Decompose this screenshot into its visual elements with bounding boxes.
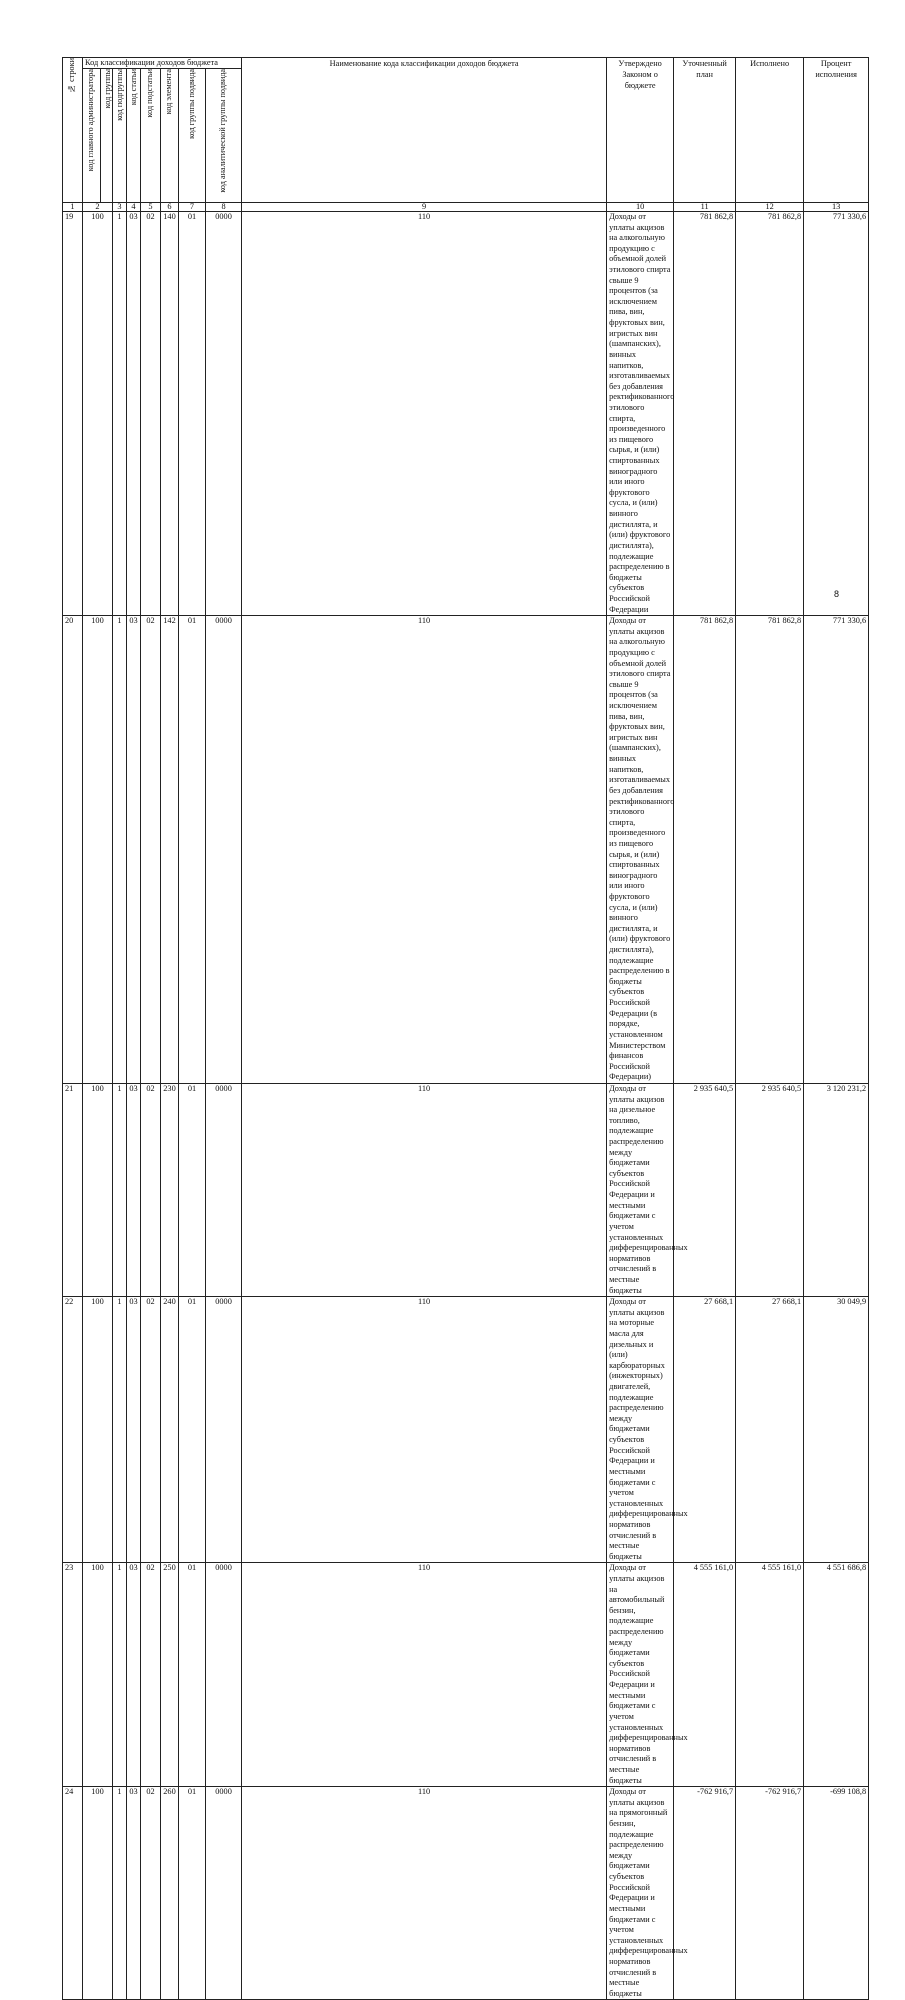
header-subtype-group-code: код группы подвида [179,69,206,203]
approved-value: 2 935 640,5 [674,1083,736,1296]
analytic-code: 110 [242,1297,607,1563]
subgroup-code: 03 [127,1083,141,1296]
analytic-code: 110 [242,1563,607,1787]
element-code: 01 [179,1083,206,1296]
header-executed: Исполнено [736,58,804,203]
table-row [63,212,869,616]
revenue-name: Доходы от уплаты акцизов на алкогольную продукцию с объемной долей этилового спирта свыше 9 процентов (за исключением пива, вин, фруктовых вин, игристых вин (шампанских), винных напитков, изготавливаемых без добавления ректификованного этилового спирта, произведенного из пищевого сырья, и (или) спиртованных виноградного или иного фруктового сусла, и (или) винного дистиллята, и (или) фруктового дистиллята), подлежащие распределению в бюджеты субъектов Российской Федерации (в порядке, установленном Министерством финансов Российской Федерации) [607,616,674,1084]
group-code: 1 [113,1297,127,1563]
table-row [63,616,869,1084]
article-code: 02 [141,616,161,1084]
table-row [63,1563,869,1787]
substat-code: 140 [161,212,179,616]
header-admin-code: код главного администратора [83,69,101,203]
executed-value: 771 330,6 [804,212,869,616]
element-code: 01 [179,616,206,1084]
admin-code: 100 [83,616,113,1084]
header-article-code: код статьи [127,69,141,203]
subtype-code: 0000 [206,1787,242,2000]
approved-value: 781 862,8 [674,616,736,1084]
header-subgroup-code: код подгруппы [113,69,127,203]
column-number: 10 [607,203,674,212]
column-numbers-row [63,203,869,212]
group-code: 1 [113,1563,127,1787]
row-number: 20 [63,616,83,1084]
column-number: 2 [83,203,113,212]
substat-code: 240 [161,1297,179,1563]
approved-value: 781 862,8 [674,212,736,616]
refined-value: 27 668,1 [736,1297,804,1563]
budget-revenue-table [62,57,869,2000]
approved-value: 27 668,1 [674,1297,736,1563]
revenue-name: Доходы от уплаты акцизов на автомобильный бензин, подлежащие распределению между бюджетами субъектов Российской Федерации и местными бюджетами с учетом установленных дифференцированных нормативов отчислений в местные бюджеты [607,1563,674,1787]
analytic-code: 110 [242,616,607,1084]
revenue-name: Доходы от уплаты акцизов на прямогонный бензин, подлежащие распределению между бюджетами субъектов Российской Федерации и местными бюджетами с учетом установленных дифференцированных нормативов отчислений в местные бюджеты [607,1787,674,2000]
column-number: 13 [804,203,869,212]
admin-code: 100 [83,1083,113,1296]
header-element-code: код элемента [161,69,179,203]
executed-value: 771 330,6 [804,616,869,1084]
group-code: 1 [113,1083,127,1296]
header-row-number: № строки [63,58,83,203]
article-code: 02 [141,1297,161,1563]
approved-value: -762 916,7 [674,1787,736,2000]
column-number: 6 [161,203,179,212]
header-classification-group: Код классификации доходов бюджета [83,58,242,69]
substat-code: 142 [161,616,179,1084]
subtype-code: 0000 [206,212,242,616]
header-analytic-group-code: код аналитической группы подвида [206,69,242,203]
article-code: 02 [141,1563,161,1787]
element-code: 01 [179,1563,206,1787]
column-number: 4 [127,203,141,212]
admin-code: 100 [83,1563,113,1787]
admin-code: 100 [83,212,113,616]
admin-code: 100 [83,1787,113,2000]
element-code: 01 [179,212,206,616]
group-code: 1 [113,212,127,616]
refined-value: 781 862,8 [736,616,804,1084]
column-number: 7 [179,203,206,212]
page-number: 8 [834,589,840,599]
executed-value: -699 108,8 [804,1787,869,2000]
element-code: 01 [179,1787,206,2000]
column-number: 3 [113,203,127,212]
column-number: 8 [206,203,242,212]
approved-value: 4 555 161,0 [674,1563,736,1787]
analytic-code: 110 [242,1787,607,2000]
article-code: 02 [141,1787,161,2000]
row-number: 22 [63,1297,83,1563]
refined-value: -762 916,7 [736,1787,804,2000]
revenue-name: Доходы от уплаты акцизов на моторные масла для дизельных и (или) карбюраторных (инжекторных) двигателей, подлежащие распределению между бюджетами субъектов Российской Федерации и местными бюджетами с учетом установленных дифференцированных нормативов отчислений в местные бюджеты [607,1297,674,1563]
row-number: 19 [63,212,83,616]
column-number: 11 [674,203,736,212]
row-number: 21 [63,1083,83,1296]
subtype-code: 0000 [206,1297,242,1563]
refined-value: 781 862,8 [736,212,804,616]
header-name: Наименование кода классификации доходов бюджета [242,58,607,203]
analytic-code: 110 [242,1083,607,1296]
header-substat-code: код подстатьи [141,69,161,203]
subgroup-code: 03 [127,1297,141,1563]
table-row [63,1297,869,1563]
executed-value: 3 120 231,2 [804,1083,869,1296]
header-refined-plan: Уточненный план [674,58,736,203]
row-number: 23 [63,1563,83,1787]
refined-value: 4 555 161,0 [736,1563,804,1787]
column-number: 9 [242,203,607,212]
substat-code: 250 [161,1563,179,1787]
subgroup-code: 03 [127,1563,141,1787]
analytic-code: 110 [242,212,607,616]
executed-value: 4 551 686,8 [804,1563,869,1787]
revenue-name: Доходы от уплаты акцизов на дизельное топливо, подлежащие распределению между бюджетами субъектов Российской Федерации и местными бюджетами с учетом установленных дифференцированных нормативов отчислений в местные бюджеты [607,1083,674,1296]
header-percent: Процент исполнения [804,58,869,203]
subtype-code: 0000 [206,616,242,1084]
element-code: 01 [179,1297,206,1563]
article-code: 02 [141,212,161,616]
column-number: 5 [141,203,161,212]
group-code: 1 [113,1787,127,2000]
column-number: 12 [736,203,804,212]
article-code: 02 [141,1083,161,1296]
refined-value: 2 935 640,5 [736,1083,804,1296]
group-code: 1 [113,616,127,1084]
table-row [63,1787,869,2000]
substat-code: 230 [161,1083,179,1296]
subgroup-code: 03 [127,616,141,1084]
substat-code: 260 [161,1787,179,2000]
header-approved: Утверждено Законом о бюджете [607,58,674,203]
admin-code: 100 [83,1297,113,1563]
header-group-code: код группы [101,69,113,203]
subtype-code: 0000 [206,1083,242,1296]
table-row [63,1083,869,1296]
revenue-name: Доходы от уплаты акцизов на алкогольную продукцию с объемной долей этилового спирта свыше 9 процентов (за исключением пива, вин, фруктовых вин, игристых вин (шампанских), винных напитков, изготавливаемых без добавления ректификованного этилового спирта, произведенного из пищевого сырья, и (или) спиртованных виноградного или иного фруктового сусла, и (или) винного дистиллята, и (или) фруктового дистиллята), подлежащие распределению в бюджеты субъектов Российской Федерации [607,212,674,616]
subtype-code: 0000 [206,1563,242,1787]
subgroup-code: 03 [127,212,141,616]
subgroup-code: 03 [127,1787,141,2000]
column-number: 1 [63,203,83,212]
executed-value: 30 049,9 [804,1297,869,1563]
row-number: 24 [63,1787,83,2000]
